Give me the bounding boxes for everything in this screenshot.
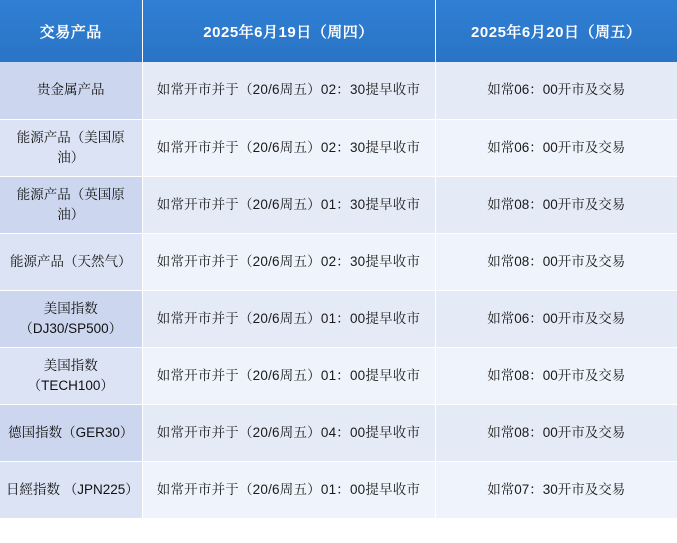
table-body <box>0 62 677 518</box>
cell-product-line-1: 能源产品（美国原 <box>16 129 125 145</box>
cell-product: 贵金属产品 <box>0 62 142 119</box>
table-row <box>0 119 677 176</box>
cell-product-line-2: 油） <box>57 149 85 165</box>
table-row <box>0 290 677 347</box>
cell-product-line-1: 能源产品（英国原 <box>16 186 125 202</box>
cell-day-1: 如常开市并于（20/6周五）01：30提早收市 <box>142 176 435 233</box>
table-header <box>0 0 677 62</box>
cell-product <box>0 176 142 233</box>
cell-day-2: 如常06：00开市及交易 <box>435 290 677 347</box>
table-row <box>0 347 677 404</box>
cell-day-1: 如常开市并于（20/6周五）02：30提早收市 <box>142 233 435 290</box>
cell-day-2: 如常06：00开市及交易 <box>435 62 677 119</box>
cell-day-2: 如常08：00开市及交易 <box>435 176 677 233</box>
cell-product: 美国指数（TECH100） <box>0 347 142 404</box>
cell-product: 德国指数（GER30） <box>0 404 142 461</box>
cell-product-line-1: 美国指数 <box>43 300 98 316</box>
cell-day-2: 如常08：00开市及交易 <box>435 347 677 404</box>
cell-product: 能源产品（天然气） <box>0 233 142 290</box>
cell-product <box>0 290 142 347</box>
cell-product-line-2: （DJ30/SP500） <box>19 320 123 336</box>
cell-day-1: 如常开市并于（20/6周五）01：00提早收市 <box>142 461 435 518</box>
cell-day-1: 如常开市并于（20/6周五）01：00提早收市 <box>142 347 435 404</box>
cell-product <box>0 119 142 176</box>
cell-product-line-2: 油） <box>57 206 85 222</box>
cell-day-2: 如常07：30开市及交易 <box>435 461 677 518</box>
cell-day-2: 如常06：00开市及交易 <box>435 119 677 176</box>
cell-day-2: 如常08：00开市及交易 <box>435 404 677 461</box>
table-row <box>0 233 677 290</box>
header-product: 交易产品 <box>0 0 142 62</box>
cell-product: 日經指数 （JPN225） <box>0 461 142 518</box>
table-row <box>0 404 677 461</box>
header-day-2: 2025年6月20日（周五） <box>435 0 677 62</box>
cell-day-1: 如常开市并于（20/6周五）02：30提早收市 <box>142 119 435 176</box>
header-row <box>0 0 677 62</box>
cell-day-1: 如常开市并于（20/6周五）04：00提早收市 <box>142 404 435 461</box>
table-row <box>0 62 677 119</box>
cell-day-1: 如常开市并于（20/6周五）01：00提早收市 <box>142 290 435 347</box>
cell-day-2: 如常08：00开市及交易 <box>435 233 677 290</box>
cell-day-1: 如常开市并于（20/6周五）02：30提早收市 <box>142 62 435 119</box>
table-row <box>0 461 677 518</box>
table-row <box>0 176 677 233</box>
header-day-1: 2025年6月19日（周四） <box>142 0 435 62</box>
